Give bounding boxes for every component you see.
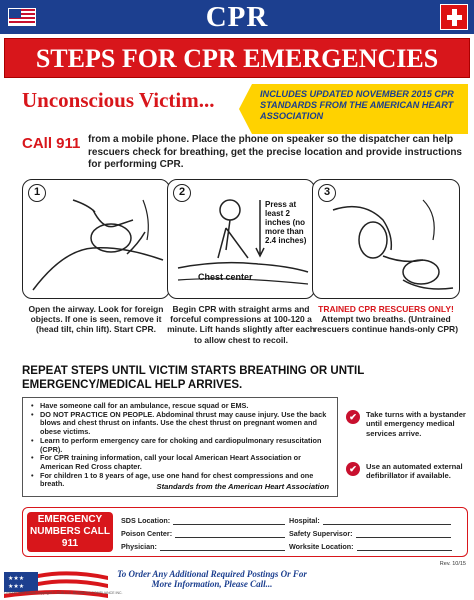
repeat-instructions: REPEAT STEPS UNTIL VICTIM STARTS BREATHING OR UNTIL EMERGENCY/MEDICAL HELP ARRIVES. bbox=[22, 365, 365, 391]
checkmark-icon: ✔ bbox=[346, 462, 360, 476]
step-1-caption: Open the airway. Look for foreign objects. If one is seen, remove it (head tilt, chin lift). Start CPR. bbox=[28, 304, 164, 335]
tip-text: Take turns with a bystander until emergency medical services arrive. bbox=[366, 410, 466, 438]
step-1-panel bbox=[22, 179, 170, 299]
updated-note bbox=[252, 84, 468, 134]
head-tilt-illustration bbox=[23, 180, 170, 299]
step-3-number: 3 bbox=[318, 184, 336, 202]
emergency-numbers-form bbox=[22, 507, 468, 557]
physician-field[interactable]: Physician: bbox=[121, 542, 285, 551]
safety-supervisor-field[interactable]: Safety Supervisor: bbox=[289, 529, 451, 538]
step-1-number: 1 bbox=[28, 184, 46, 202]
tip-item bbox=[346, 410, 468, 438]
revision-label: Rev. 10/15 bbox=[439, 561, 466, 567]
order-info: To Order Any Additional Required Postings Or For More Information, Please Call... bbox=[117, 569, 307, 589]
step-2-number: 2 bbox=[173, 184, 191, 202]
info-item: • Have someone call for an ambulance, rescue squad or EMS. bbox=[31, 402, 329, 411]
tip-item bbox=[346, 462, 468, 481]
banner-title: STEPS FOR CPR EMERGENCIES bbox=[4, 38, 470, 78]
first-aid-cross-icon bbox=[440, 4, 468, 30]
emergency-numbers-badge: EMERGENCY NUMBERS CALL 911 bbox=[27, 512, 113, 552]
fine-print: CPR440 Item #0005 Copyright © 2015 U.S. BUSINESS COMPLIANCE INC. bbox=[4, 591, 123, 595]
tip-text: Use an automated external defibrillator if available. bbox=[366, 462, 463, 481]
info-item: • For children 1 to 8 years of age, use one hand for chest compressions and one breath. bbox=[31, 472, 329, 489]
rescue-breath-illustration bbox=[313, 180, 460, 299]
step-2-panel bbox=[167, 179, 315, 299]
step-3-caption-block bbox=[312, 304, 460, 335]
press-depth-note: Press at least 2 inches (no more than 2.4 inches) bbox=[265, 200, 307, 245]
step-3-panel bbox=[312, 179, 460, 299]
info-item: • DO NOT PRACTICE ON PEOPLE. Abdominal thrust may cause injury. Use the back blows and chest thrust on infants. Use the chest thrust on pregnant women and obese victims. bbox=[31, 411, 329, 437]
checkmark-icon: ✔ bbox=[346, 410, 360, 424]
call-911-label: CAll 911 bbox=[22, 135, 81, 152]
trained-rescuers-warning: TRAINED CPR RESCUERS ONLY! bbox=[318, 304, 454, 314]
info-item: • For CPR training information, call your local American Heart Association or American Red Cross chapter. bbox=[31, 454, 329, 471]
svg-text:★★★: ★★★ bbox=[8, 575, 25, 582]
header-bar bbox=[0, 0, 474, 34]
step-2-caption: Begin CPR with straight arms and forceful compressions at 100-120 a minute. Lift hands slightly after each to allow chest to recoil. bbox=[167, 304, 315, 345]
call-instructions: from a mobile phone. Place the phone on speaker so the dispatcher can help rescuers check for breathing, get the precise location and provide instructions for performing CPR. bbox=[88, 134, 462, 170]
page-title: CPR bbox=[205, 1, 269, 33]
step-3-caption: Attempt two breaths. (Untrained rescuers continue hands-only CPR) bbox=[313, 314, 459, 335]
hospital-field[interactable]: Hospital: bbox=[289, 516, 451, 525]
info-box bbox=[22, 397, 338, 497]
updated-note-text: INCLUDES UPDATED NOVEMBER 2015 CPR STANDARDS FROM THE AMERICAN HEART ASSOCIATION bbox=[260, 89, 454, 121]
info-item: • Learn to perform emergency care for choking and cardiopulmonary resuscitation (CPR). bbox=[31, 437, 329, 454]
svg-text:★★★: ★★★ bbox=[8, 583, 25, 590]
poison-center-field[interactable]: Poison Center: bbox=[121, 529, 285, 538]
victim-heading: Unconscious Victim... bbox=[22, 88, 215, 112]
worksite-location-field[interactable]: Worksite Location: bbox=[289, 542, 452, 551]
chest-center-label: Chest center bbox=[198, 272, 253, 282]
sds-location-field[interactable]: SDS Location: bbox=[121, 516, 285, 525]
aha-attribution: Standards from the American Heart Association bbox=[156, 482, 329, 491]
